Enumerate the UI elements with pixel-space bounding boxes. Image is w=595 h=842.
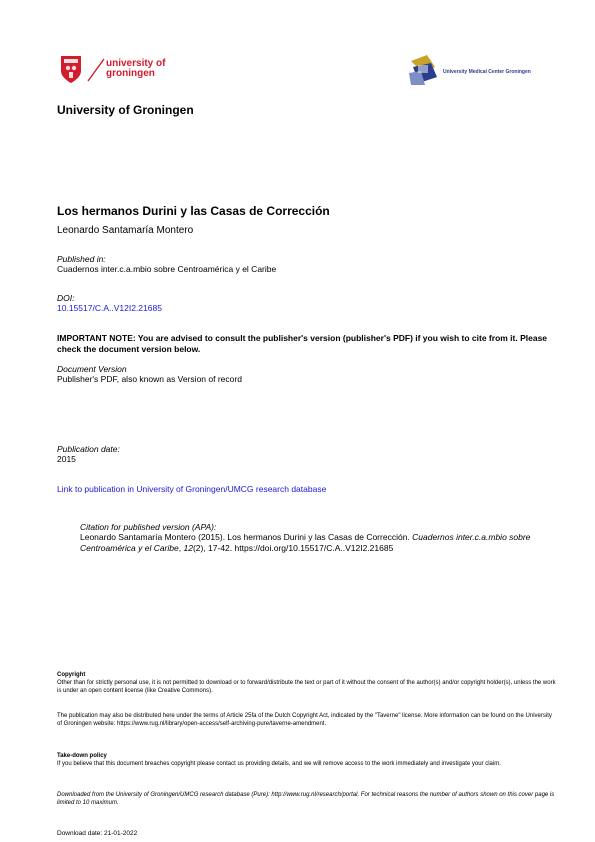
- downloaded-from-note: Downloaded from the University of Groningen/UMCG research database (Pure): http://www.rug.nl/research/portal. For technical reasons the number of authors shown on this cover page is limited to 10 maximum.: [57, 792, 555, 806]
- publication-date-label: Publication date:: [57, 444, 120, 454]
- document-version-value: Publisher's PDF, also known as Version of record: [57, 374, 242, 384]
- published-in-label: Published in:: [57, 254, 106, 264]
- copyright-heading: Copyright: [57, 672, 86, 678]
- umcg-emblem-icon: [407, 53, 439, 87]
- author: Leonardo Santamaría Montero: [57, 225, 194, 236]
- document-version-label: Document Version: [57, 364, 127, 374]
- important-note: IMPORTANT NOTE: You are advised to consult the publisher's version (publisher's PDF) if you wish to cite from it. Please check the document version below.: [57, 333, 548, 354]
- rug-slash-icon: [86, 58, 106, 82]
- publication-date-value: 2015: [57, 454, 76, 464]
- citation-text: [80, 532, 560, 554]
- rug-logo-line1: university of: [106, 58, 166, 69]
- umcg-logo-text: University Medical Center Groningen: [443, 69, 531, 75]
- download-date: Download date: 21-01-2022: [57, 830, 138, 837]
- document-title: Los hermanos Durini y las Casas de Corrección: [57, 204, 330, 218]
- takedown-heading: Take-down policy: [57, 753, 107, 759]
- rug-shield-icon: [60, 54, 82, 84]
- citation-part1: Leonardo Santamaría Montero (2015). Los hermanos Durini y las Casas de Corrección.: [80, 532, 413, 542]
- citation-label: Citation for published version (APA):: [80, 522, 217, 532]
- citation-journal: Cuadernos inter.c.a.mbio sobre Centroamérica y el Caribe: [80, 532, 531, 553]
- publication-link[interactable]: Link to publication in University of Groningen/UMCG research database: [57, 484, 327, 494]
- citation-part3: (2), 17-42. https://doi.org/10.15517/C.A..V12I2.21685: [192, 543, 394, 553]
- doi-link[interactable]: 10.15517/C.A..V12I2.21685: [57, 303, 162, 313]
- copyright-text: Other than for strictly personal use, it is not permitted to download or to forward/distribute the text or part of it without the consent of the author(s) and/or copyright holder(s), unless the work is under an open content license (like Creative Commons).: [57, 680, 556, 694]
- citation-part2: ,: [178, 543, 184, 553]
- doi-label: DOI:: [57, 293, 75, 303]
- citation-volume: 12: [183, 543, 193, 553]
- institution-name: University of Groningen: [57, 103, 194, 117]
- takedown-text: If you believe that this document breaches copyright please contact us providing details, and we will remove access to the work immediately and investigate your claim.: [57, 761, 501, 767]
- umcg-logo: [407, 53, 547, 87]
- published-in-value: Cuadernos inter.c.a.mbio sobre Centroamérica y el Caribe: [57, 264, 277, 274]
- rug-logo-line2: groningen: [106, 68, 155, 79]
- taverne-text: The publication may also be distributed here under the terms of Article 25fa of the Dutch Copyright Act, indicated by the "Taverne" license. More information can be found on the University of Groningen website: https://www.rug.nl/library/open-access/self-archiving-pure/taverne-amendment.: [57, 713, 552, 727]
- rug-logo: [60, 54, 180, 86]
